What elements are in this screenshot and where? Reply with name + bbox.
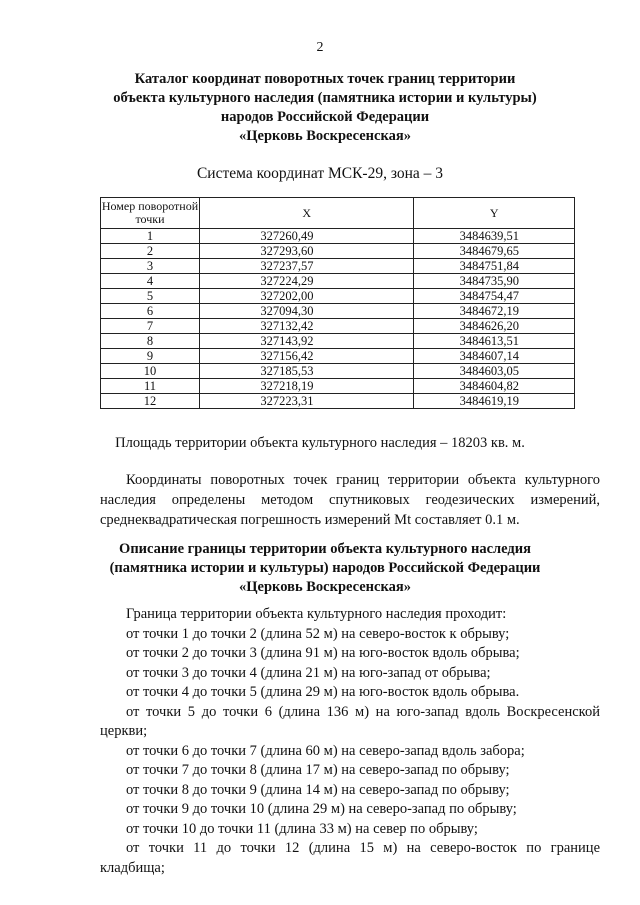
- table-row: [101, 229, 575, 244]
- boundary-line: церкви;: [100, 723, 148, 739]
- y-value: 3484751,84: [414, 259, 575, 274]
- coordinates-table: [100, 197, 575, 409]
- boundary-line: от точки 7 до точки 8 (длина 17 м) на северо-запад по обрыву;: [126, 762, 510, 778]
- x-value: 327237,57: [200, 259, 414, 274]
- x-value: 327260,49: [200, 229, 414, 244]
- point-number: 11: [101, 379, 200, 394]
- boundary-line: от точки 9 до точки 10 (длина 29 м) на северо-запад по обрыву;: [126, 801, 517, 817]
- table-row: [101, 379, 575, 394]
- catalog-title-line: «Церковь Воскресенская»: [239, 128, 411, 144]
- table-row: [101, 244, 575, 259]
- boundary-line: от точки 10 до точки 11 (длина 33 м) на север по обрыву;: [126, 820, 478, 837]
- table-row: [101, 394, 575, 409]
- point-number: 7: [101, 319, 200, 334]
- x-value: 327293,60: [200, 244, 414, 259]
- y-value: 3484639,51: [414, 229, 575, 244]
- boundary-description: [100, 605, 600, 878]
- y-value: 3484603,05: [414, 364, 575, 379]
- boundary-line: от точки 2 до точки 3 (длина 91 м) на юго-восток вдоль обрыва;: [126, 645, 520, 661]
- table-row: [101, 364, 575, 379]
- point-number: 9: [101, 349, 200, 364]
- boundary-line: от точки 3 до точки 4 (длина 21 м) на юго-запад от обрыва;: [126, 664, 491, 681]
- x-value: 327218,19: [200, 379, 414, 394]
- boundary-line: кладбища;: [100, 859, 165, 876]
- table-header-row: [101, 198, 575, 229]
- point-number: 6: [101, 304, 200, 319]
- header-y: Y: [414, 198, 575, 229]
- x-value: 327143,92: [200, 334, 414, 349]
- boundary-line: от точки 4 до точки 5 (длина 29 м) на юго-восток вдоль обрыва.: [126, 684, 520, 700]
- table-row: [101, 304, 575, 319]
- boundary-line: от точки 8 до точки 9 (длина 14 м) на северо-запад по обрыву;: [126, 781, 510, 798]
- x-value: 327094,30: [200, 304, 414, 319]
- table-row: [101, 259, 575, 274]
- y-value: 3484604,82: [414, 379, 575, 394]
- catalog-title-line: объекта культурного наследия (памятника истории и культуры): [113, 90, 537, 106]
- point-number: 3: [101, 259, 200, 274]
- boundary-line: от точки 1 до точки 2 (длина 52 м) на северо-восток к обрыву;: [126, 625, 510, 642]
- point-number: 8: [101, 334, 200, 349]
- catalog-title-line: народов Российской Федерации: [220, 109, 430, 125]
- boundary-line: от точки 5 до точки 6 (длина 136 м) на юго-запад вдоль Воскресенской: [126, 703, 600, 720]
- y-value: 3484613,51: [414, 334, 575, 349]
- point-number: 10: [101, 364, 200, 379]
- boundary-line: от точки 11 до точки 12 (длина 15 м) на северо-восток по границе: [126, 840, 600, 856]
- table-row: [101, 274, 575, 289]
- y-value: 3484735,90: [414, 274, 575, 289]
- boundary-line: от точки 6 до точки 7 (длина 60 м) на северо-запад вдоль забора;: [126, 742, 525, 759]
- point-number: 4: [101, 274, 200, 289]
- catalog-title: [90, 70, 560, 146]
- table-row: [101, 289, 575, 304]
- y-value: 3484626,20: [414, 319, 575, 334]
- coordinate-system: Система координат МСК-29, зона – 3: [196, 165, 444, 182]
- description-title-line: «Церковь Воскресенская»: [239, 579, 411, 595]
- x-value: 327224,29: [200, 274, 414, 289]
- page-number: 2: [316, 40, 324, 55]
- y-value: 3484607,14: [414, 349, 575, 364]
- x-value: 327156,42: [200, 349, 414, 364]
- y-value: 3484619,19: [414, 394, 575, 409]
- point-number: 12: [101, 394, 200, 409]
- x-value: 327132,42: [200, 319, 414, 334]
- table-row: [101, 319, 575, 334]
- table-row: [101, 334, 575, 349]
- header-x: X: [200, 198, 414, 229]
- y-value: 3484679,65: [414, 244, 575, 259]
- point-number: 1: [101, 229, 200, 244]
- description-title-line: (памятника истории и культуры) народов Российской Федерации: [109, 560, 541, 576]
- description-title: [90, 540, 560, 597]
- x-value: 327202,00: [200, 289, 414, 304]
- catalog-title-line: Каталог координат поворотных точек границ территории: [134, 71, 516, 87]
- y-value: 3484754,47: [414, 289, 575, 304]
- boundary-intro: Граница территории объекта культурного наследия проходит:: [126, 606, 507, 622]
- description-title-line: Описание границы территории объекта культурного наследия: [119, 541, 531, 557]
- point-number: 5: [101, 289, 200, 304]
- area-statement: Площадь территории объекта культурного наследия – 18203 кв. м.: [115, 435, 525, 451]
- x-value: 327223,31: [200, 394, 414, 409]
- y-value: 3484672,19: [414, 304, 575, 319]
- table-row: [101, 349, 575, 364]
- x-value: 327185,53: [200, 364, 414, 379]
- point-number: 2: [101, 244, 200, 259]
- header-point-number: Номер поворотной точки: [101, 198, 200, 229]
- accuracy-paragraph: Координаты поворотных точек границ территории объекта культурного наследия определены методом спутниковых геодезических измерений, среднеквадратическая погрешность измерений Mt составляет 0.1 м.: [100, 472, 600, 528]
